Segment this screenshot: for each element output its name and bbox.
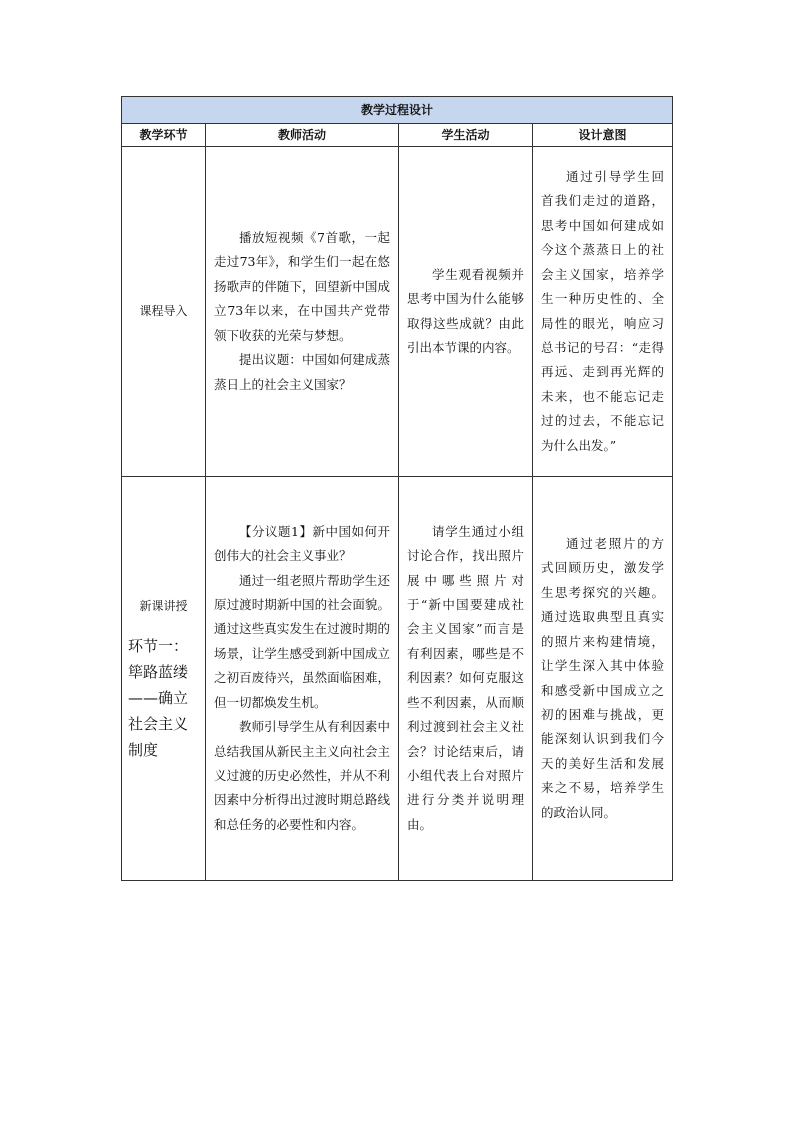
student-activity-cell (399, 147, 533, 477)
header-design-intent: 设计意图 (533, 124, 673, 147)
intent-paragraph: 通过老照片的方式回顾历史，激发学生思考探究的兴趣。通过选取典型且真实的照片来构建情境，让学生深入其中体验和感受新中国成立之初的困难与挑战，更能深刻认识到我们今天的美好生活和发展来之不易，培养学生的政治认同。 (541, 536, 665, 820)
teacher-paragraph: 提出议题：中国如何建成蒸蒸日上的社会主义国家？ (214, 352, 390, 392)
stage-sublabel: 环节一：筚路蓝缕——确立社会主义制度 (128, 636, 189, 759)
header-teacher-activity: 教师活动 (206, 124, 399, 147)
table-header-row (122, 124, 673, 147)
teacher-activity-cell (206, 147, 399, 477)
intent-paragraph: 通过引导学生回首我们走过的道路，思考中国如何建成如今这个蒸蒸日上的社会主义国家，培养学生一种历史性的、全局性的眼光，响应习总书记的号召：“走得再远、走到再光辉的未来，也不能忘记走过的过去，不能忘记为什么出发。” (541, 169, 665, 453)
table-title: 教学过程设计 (122, 97, 673, 124)
stage-label: 新课讲授 (139, 599, 188, 614)
table-title-row (122, 97, 673, 124)
teacher-paragraph: 通过一组老照片帮助学生还原过渡时期新中国的社会面貌。通过这些真实发生在过渡时期的场景，让学生感受到新中国成立之初百废待兴，虽然面临困难，但一切都焕发生机。 (214, 572, 390, 710)
header-stage: 教学环节 (122, 124, 206, 147)
design-intent-cell (533, 147, 673, 477)
student-paragraph: 学生观看视频并思考中国为什么能够取得这些成就？由此引出本节课的内容。 (407, 266, 524, 355)
design-intent-cell (533, 477, 673, 881)
lesson-design-table (121, 96, 673, 881)
teacher-paragraph: 播放短视频《7首歌，一起走过73年》，和学生们一起在悠扬歌声的伴随下，回望新中国成立73年以来，在中国共产党带领下收获的光荣与梦想。 (214, 230, 390, 343)
student-activity-cell (399, 477, 533, 881)
table-row (122, 477, 673, 881)
teacher-paragraph: 教师引导学生从有利因素中总结我国从新民主主义向社会主义过渡的历史必然性，并从不利因素中分析得出过渡时期总路线和总任务的必要性和内容。 (214, 719, 390, 832)
stage-cell (122, 477, 206, 881)
stage-cell (122, 147, 206, 477)
teacher-paragraph: 【分议题1】新中国如何开创伟大的社会主义事业？ (214, 523, 390, 564)
student-paragraph: 请学生通过小组讨论合作，找出照片展中哪些照片对于“新中国要建成社会主义国家”而言是有利因素，哪些是不利因素？如何克服这些不利因素，从而顺利过渡到社会主义社会？讨论结束后，请小组代表上台对照片进行分类并说明理由。 (407, 523, 524, 832)
stage-label: 课程导入 (139, 304, 188, 319)
header-student-activity: 学生活动 (399, 124, 533, 147)
teacher-activity-cell (206, 477, 399, 881)
table-row (122, 147, 673, 477)
